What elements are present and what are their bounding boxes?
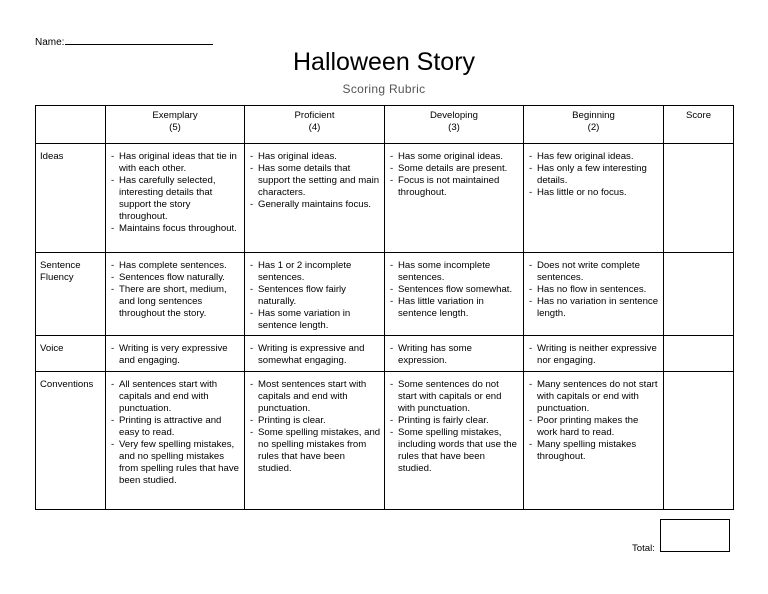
criteria-item: - Writing is expressive and somewhat engaging. [248,343,381,367]
criteria-item: - Some sentences do not start with capitals or end with punctuation. [388,379,520,415]
criteria-cell-proficient [245,253,385,336]
criteria-cell-exemplary [106,253,245,336]
name-blank-line[interactable] [65,35,213,45]
criteria-list [109,260,241,320]
criteria-item: - Has 1 or 2 incomplete sentences. [248,260,381,284]
criteria-item: - Sentences flow fairly naturally. [248,284,381,308]
criteria-item: - Has no flow in sentences. [527,284,660,296]
criteria-item: - Has little or no focus. [527,187,660,199]
criteria-item: - Has some original ideas. [388,151,520,163]
criteria-item: - Most sentences start with capitals and end with punctuation. [248,379,381,415]
category-label: Voice [36,336,106,372]
criteria-item: - Printing is clear. [248,415,381,427]
criteria-item: - Some spelling mistakes, including words that use the rules that have been studied. [388,427,520,475]
criteria-item: - Has some incomplete sentences. [388,260,520,284]
name-field[interactable] [35,35,213,48]
rubric-row [36,253,734,336]
criteria-item: - Does not write complete sentences. [527,260,660,284]
rubric-row [36,372,734,510]
rubric-row [36,336,734,372]
total-label: Total: [632,543,655,554]
criteria-item: - Many spelling mistakes throughout. [527,439,660,463]
criteria-item: - Has complete sentences. [109,260,241,272]
criteria-item: - Has some variation in sentence length. [248,308,381,332]
criteria-cell-beginning [524,253,664,336]
category-header-cell [36,106,106,144]
criteria-list [109,343,241,367]
page-subtitle: Scoring Rubric [342,82,426,96]
criteria-cell-developing [385,253,524,336]
criteria-list [388,379,520,475]
criteria-item: - Some spelling mistakes, and no spelling mistakes from rules that have been studied. [248,427,381,475]
criteria-item: - All sentences start with capitals and end with punctuation. [109,379,241,415]
criteria-item: - Writing has some expression. [388,343,520,367]
level-header-beginning: Beginning (2) [524,106,664,144]
criteria-cell-exemplary [106,336,245,372]
criteria-cell-exemplary [106,372,245,510]
criteria-item: - Generally maintains focus. [248,199,381,211]
criteria-item: - Has no variation in sentence length. [527,296,660,320]
score-header: Score [664,106,734,144]
category-label: Conventions [36,372,106,510]
criteria-cell-developing [385,144,524,253]
header-row [36,106,734,144]
criteria-list [388,343,520,367]
criteria-item: - Writing is very expressive and engaging. [109,343,241,367]
criteria-item: - Writing is neither expressive nor engaging. [527,343,660,367]
category-label: Ideas [36,144,106,253]
page-title: Halloween Story [292,48,476,76]
criteria-list [109,151,241,235]
criteria-item: - Sentences flow somewhat. [388,284,520,296]
criteria-item: - Has only a few interesting details. [527,163,660,187]
criteria-list [248,151,381,211]
criteria-list [388,151,520,199]
criteria-cell-proficient [245,144,385,253]
criteria-item: - Poor printing makes the work hard to read. [527,415,660,439]
criteria-item: - Has few original ideas. [527,151,660,163]
rubric-row [36,144,734,253]
criteria-cell-beginning [524,336,664,372]
criteria-item: - Focus is not maintained throughout. [388,175,520,199]
criteria-item: - Has original ideas that tie in with each other. [109,151,241,175]
criteria-cell-beginning [524,372,664,510]
criteria-item: - Printing is fairly clear. [388,415,520,427]
score-cell[interactable] [664,336,734,372]
criteria-list [248,343,381,367]
total-score-box[interactable] [660,519,730,552]
rubric-body [36,144,734,510]
criteria-item: - Very few spelling mistakes, and no spelling mistakes from spelling rules that have been studied. [109,439,241,487]
criteria-cell-developing [385,336,524,372]
criteria-cell-proficient [245,372,385,510]
level-header-proficient: Proficient (4) [245,106,385,144]
criteria-item: - Sentences flow naturally. [109,272,241,284]
criteria-item: - Has original ideas. [248,151,381,163]
criteria-list [527,260,660,320]
criteria-item: - Many sentences do not start with capitals or end with punctuation. [527,379,660,415]
score-cell[interactable] [664,253,734,336]
score-cell[interactable] [664,372,734,510]
criteria-cell-developing [385,372,524,510]
criteria-item: - Some details are present. [388,163,520,175]
category-label: Sentence Fluency [36,253,106,336]
level-header-exemplary: Exemplary (5) [106,106,245,144]
level-header-developing: Developing (3) [385,106,524,144]
score-cell[interactable] [664,144,734,253]
criteria-list [248,260,381,332]
criteria-cell-exemplary [106,144,245,253]
criteria-list [527,151,660,199]
criteria-list [248,379,381,475]
criteria-cell-proficient [245,336,385,372]
rubric-table [35,105,734,510]
criteria-list [527,379,660,463]
criteria-item: - Has some details that support the setting and main characters. [248,163,381,199]
criteria-list [388,260,520,320]
criteria-list [527,343,660,367]
criteria-item: - Has little variation in sentence length. [388,296,520,320]
criteria-item: - Maintains focus throughout. [109,223,241,235]
criteria-item: - Printing is attractive and easy to read. [109,415,241,439]
criteria-cell-beginning [524,144,664,253]
criteria-list [109,379,241,487]
criteria-item: - There are short, medium, and long sentences throughout the story. [109,284,241,320]
name-label: Name: [35,37,65,48]
criteria-item: - Has carefully selected, interesting details that support the story throughout. [109,175,241,223]
